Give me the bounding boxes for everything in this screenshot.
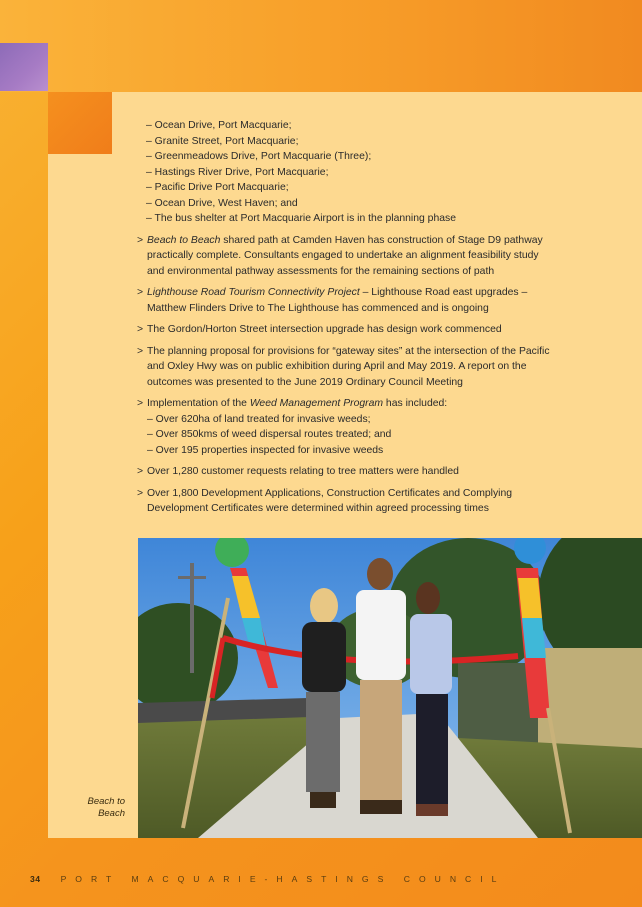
bullet-marker: > [137,287,144,298]
bullet-marker: > [137,398,144,409]
caption-line2: Beach [98,807,125,819]
bullet-tree-requests [137,464,577,480]
list-item: – Over 850kms of weed dispersal routes treated; and [147,429,392,440]
list-item: – Ocean Drive, West Haven; and [146,197,298,209]
caption-strip [48,154,112,838]
gordon-line1: The Gordon/Horton Street intersection upgrade has design work commenced [147,324,502,335]
body-text [137,118,577,517]
bullet-marker: > [137,487,144,499]
list-item: – Pacific Drive Port Macquarie; [146,182,289,193]
lighthouse-line2: Matthew Flinders Drive to The Lighthouse has commenced and is ongoing [147,302,489,314]
weed-post: has included: [383,398,448,409]
planning-line2: and Oxley Hwy was on public exhibition during April and May 2019. A report on the [147,361,527,372]
purple-accent-square [0,43,48,91]
page-number: 34 [30,874,41,884]
list-item: – Granite Street, Port Macquarie; [146,135,299,147]
bullet-weed-management [137,396,577,458]
bullet-beach-to-beach [137,233,577,280]
planning-line1: The planning proposal for provisions for “gateway sites” at the intersection of the Pacific [147,345,550,357]
bullet-lighthouse [137,285,577,316]
photo-caption [62,796,125,819]
list-item: – Greenmeadows Drive, Port Macquarie (Three); [146,151,372,162]
list-item: – Hastings River Drive, Port Macquarie; [146,166,329,178]
lighthouse-line1: – Lighthouse Road east upgrades – [359,287,528,298]
organisation-name: PORT MACQUARIE-HASTINGS COUNCIL [60,874,506,884]
header-band [0,0,642,92]
list-item: – The bus shelter at Port Macquarie Airport is in the planning phase [146,213,456,224]
list-item: – Over 195 properties inspected for invasive weeds [147,444,384,456]
tree-line1: Over 1,280 customer requests relating to tree matters were handled [147,466,459,477]
list-item: – Over 620ha of land treated for invasive weeds; [147,413,371,425]
beach-line3: and environmental pathway assessments for the remaining sections of path [147,265,495,277]
planning-line3: outcomes was presented to the June 2019 Ordinary Council Meeting [147,376,463,388]
beach-line1: shared path at Camden Haven has construction of Stage D9 pathway [220,234,543,246]
bullet-development [137,486,577,517]
development-line2: Development Certificates were determined within agreed processing times [147,503,489,514]
beach-title: Beach to Beach [147,234,221,246]
ribbon-cutting-photo [138,538,642,838]
bullet-marker: > [137,324,144,335]
bullet-planning-proposal [137,344,577,391]
photo-margin-strip [112,538,138,838]
development-line1: Over 1,800 Development Applications, Construction Certificates and Complying [147,487,513,499]
caption-line1: Beach to [87,796,125,807]
bullet-marker: > [137,466,144,477]
weed-title: Weed Management Program [249,398,384,409]
bullet-marker: > [137,234,144,246]
list-item: – Ocean Drive, Port Macquarie; [146,120,292,131]
page-footer [30,874,505,884]
orange-accent-square [48,92,112,154]
beach-line2: practically complete. Consultants engaged to undertake an alignment feasibility study [147,250,539,261]
lighthouse-title: Lighthouse Road Tourism Connectivity Project [147,287,360,298]
bullet-marker: > [137,345,144,357]
weed-pre: Implementation of the [147,398,250,409]
bullet-gordon-horton [137,322,577,338]
